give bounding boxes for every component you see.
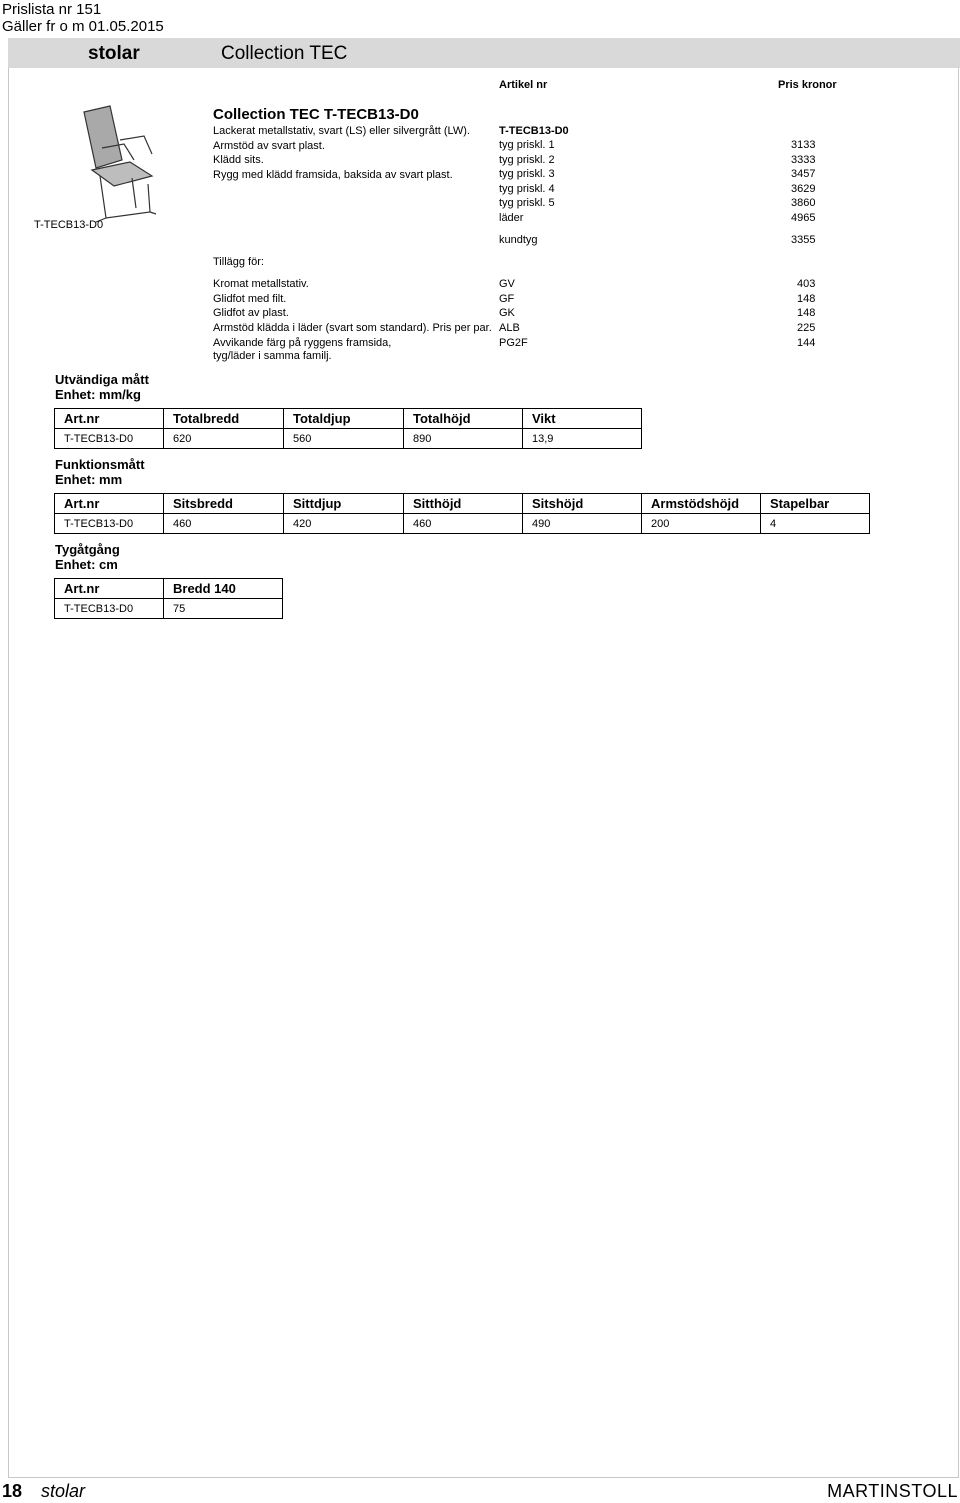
table-cell: 13,9 (523, 429, 642, 449)
table-header: Stapelbar (761, 494, 870, 514)
table-header: Sittdjup (284, 494, 404, 514)
price-value: 3629 (791, 183, 816, 195)
price-value: 3860 (791, 197, 816, 209)
function-dimensions-table (54, 493, 870, 534)
fabric-usage-label (55, 542, 120, 572)
product-description (213, 124, 470, 182)
chair-image (40, 100, 170, 230)
price-value: 4965 (791, 212, 816, 224)
table-row (55, 599, 283, 619)
table-header: Totaldjup (284, 409, 404, 429)
collection-title: Collection TEC (221, 43, 348, 64)
price-value: 3457 (791, 168, 816, 180)
addon-code: GK (499, 307, 515, 319)
table-header: Art.nr (55, 409, 164, 429)
valid-from: Gäller fr o m 01.05.2015 (2, 18, 164, 35)
description-line: Lackerat metallstativ, svart (LS) eller silvergrått (LW). (213, 125, 470, 137)
table-header: Vikt (523, 409, 642, 429)
addon-desc: Avvikande färg på ryggens framsida, (213, 337, 392, 349)
category-title: stolar (88, 43, 140, 64)
price-label: tyg priskl. 3 (499, 168, 555, 180)
function-label-title: Funktionsmått (55, 457, 145, 472)
product-title: Collection TEC T-TECB13-D0 (213, 106, 419, 123)
price-value: 3355 (791, 234, 816, 246)
addon-desc: Armstöd klädda i läder (svart som standard). Pris per par. (213, 322, 492, 334)
category-band (8, 38, 960, 68)
table-cell: 490 (523, 514, 642, 534)
content-frame (8, 68, 959, 1478)
outer-label-title: Utvändiga mått (55, 372, 149, 387)
description-line: Rygg med klädd framsida, baksida av svart plast. (213, 168, 453, 181)
outer-dimensions-label (55, 372, 149, 402)
chair-image-label: T-TECB13-D0 (34, 219, 104, 231)
table-row (55, 514, 870, 534)
table-header: Sitshöjd (523, 494, 642, 514)
brand-logo: MARTINSTOLL (827, 1481, 958, 1501)
outer-label-unit: Enhet: mm/kg (55, 387, 141, 402)
table-cell: T-TECB13-D0 (55, 514, 164, 534)
price-label: tyg priskl. 4 (499, 183, 555, 195)
description-line: Armstöd av svart plast. (213, 139, 325, 152)
table-cell: 200 (642, 514, 761, 534)
price-value: 3333 (791, 154, 816, 166)
table-header: Sitthöjd (404, 494, 523, 514)
column-article-header: Artikel nr (499, 79, 548, 91)
table-header: Totalhöjd (404, 409, 523, 429)
table-header-row (55, 579, 283, 599)
column-price-header: Pris kronor (778, 79, 837, 91)
addon-code: ALB (499, 322, 520, 334)
table-header: Art.nr (55, 579, 164, 599)
addon-desc: Kromat metallstativ. (213, 278, 309, 290)
table-cell: 890 (404, 429, 523, 449)
addon-code: GF (499, 293, 515, 305)
function-dimensions-label (55, 457, 145, 487)
footer-category: stolar (41, 1481, 86, 1501)
addon-code: GV (499, 278, 515, 290)
addon-desc-cont: tyg/läder i samma familj. (213, 350, 332, 362)
addon-price: 144 (797, 337, 816, 349)
price-label: tyg priskl. 5 (499, 197, 555, 209)
table-row (55, 429, 642, 449)
addon-desc: Glidfot med filt. (213, 293, 287, 305)
table-cell: T-TECB13-D0 (55, 429, 164, 449)
addon-price: 148 (797, 307, 816, 319)
fabric-label-unit: Enhet: cm (55, 557, 118, 572)
table-cell: 420 (284, 514, 404, 534)
price-label: tyg priskl. 2 (499, 154, 555, 166)
table-header: Armstödshöjd (642, 494, 761, 514)
price-value: 3133 (791, 139, 816, 151)
price-label: läder (499, 212, 524, 224)
addon-code: PG2F (499, 337, 528, 349)
table-header-row (55, 409, 642, 429)
addon-desc: Glidfot av plast. (213, 307, 289, 319)
description-line: Klädd sits. (213, 154, 264, 167)
price-label: kundtyg (499, 234, 538, 246)
price-label: tyg priskl. 1 (499, 139, 555, 151)
table-header: Bredd 140 (164, 579, 283, 599)
outer-dimensions-table (54, 408, 642, 449)
addons-heading: Tillägg för: (213, 256, 264, 268)
table-cell: T-TECB13-D0 (55, 599, 164, 619)
table-cell: 75 (164, 599, 283, 619)
page-number: 18 (2, 1481, 23, 1501)
pricelist-number: Prislista nr 151 (2, 1, 102, 18)
article-code: T-TECB13-D0 (499, 125, 569, 137)
fabric-label-title: Tygåtgång (55, 542, 120, 557)
table-cell: 460 (164, 514, 284, 534)
table-cell: 560 (284, 429, 404, 449)
table-cell: 620 (164, 429, 284, 449)
addon-price: 403 (797, 278, 816, 290)
table-header-row (55, 494, 870, 514)
table-header: Art.nr (55, 494, 164, 514)
table-header: Sitsbredd (164, 494, 284, 514)
fabric-usage-table (54, 578, 283, 619)
table-cell: 4 (761, 514, 870, 534)
table-header: Totalbredd (164, 409, 284, 429)
addon-price: 148 (797, 293, 816, 305)
addon-price: 225 (797, 322, 816, 334)
function-label-unit: Enhet: mm (55, 472, 123, 487)
table-cell: 460 (404, 514, 523, 534)
